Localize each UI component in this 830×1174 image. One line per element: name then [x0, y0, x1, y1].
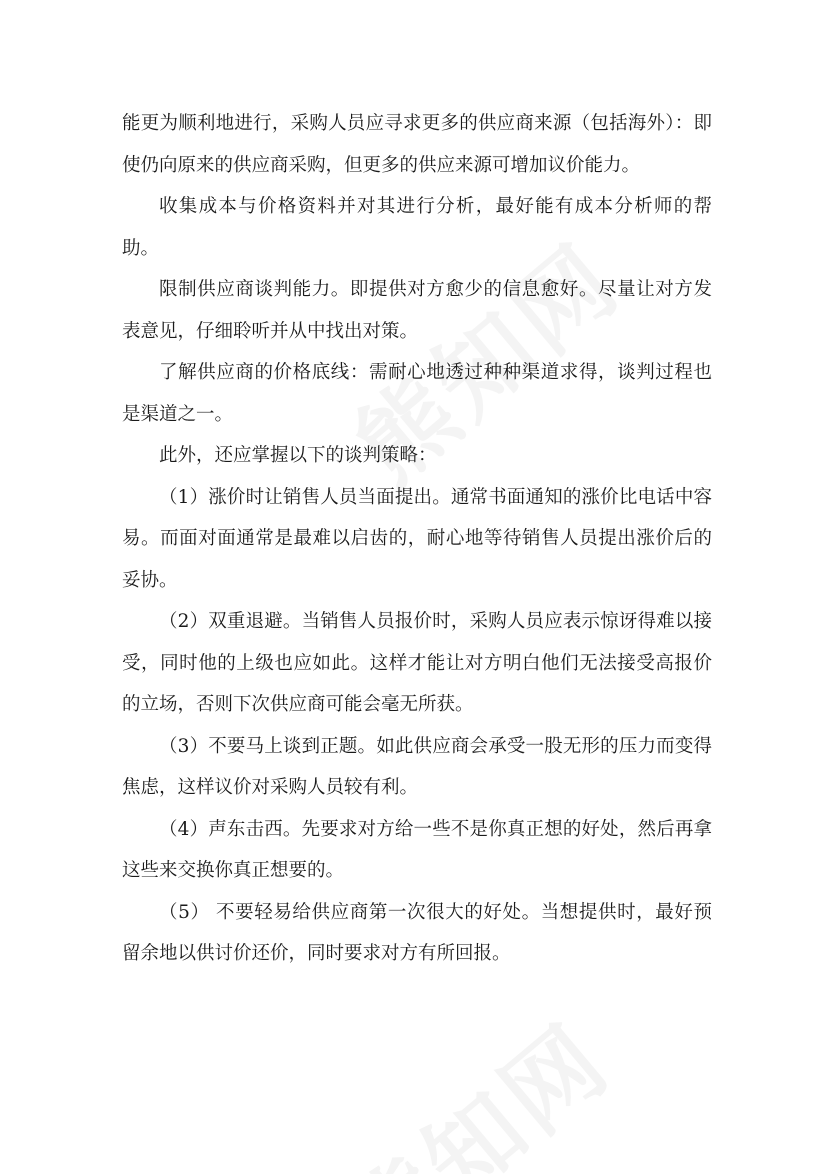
paragraph-strategies-intro: 此外，还应掌握以下的谈判策略：	[159, 445, 437, 466]
paragraph-strategy-5: （5） 不要轻易给供应商第一次很大的好处。当想提供时，最好预留余地以供讨价还价，同时要求对方有所回报。	[122, 901, 712, 964]
paragraph-price-floor: 了解供应商的价格底线：需耐心地透过种种渠道求得，谈判过程也是渠道之一。	[122, 362, 712, 425]
paragraph-strategy-4: （4）声东击西。先要求对方给一些不是你真正想的好处，然后再拿这些来交换你真正想要的。	[122, 818, 712, 881]
paragraph-strategy-2: （2）双重退避。当销售人员报价时，采购人员应表示惊讶得难以接受，同时他的上级也应如此。这样才能让对方明白他们无法接受高报价的立场，否则下次供应商可能会毫无所获。	[122, 611, 712, 715]
watermark	[312, 988, 634, 1174]
paragraph-strategy-1: （1）涨价时让销售人员当面提出。通常书面通知的涨价比电话中容易。而面对面通常是最难以启齿的，耐心地等待销售人员提出涨价后的妥协。	[122, 486, 712, 591]
paragraph-cost-analysis: 收集成本与价格资料并对其进行分析，最好能有成本分析师的帮助。	[122, 196, 712, 259]
paragraph-continuation: 能更为顺利地进行，采购人员应寻求更多的供应商来源（包括海外）：即使仍向原来的供应商采购，但更多的供应来源可增加议价能力。	[122, 113, 712, 176]
document-body	[122, 103, 712, 975]
paragraph-strategy-3: （3）不要马上谈到正题。如此供应商会承受一股无形的压力而变得焦虑，这样议价对采购人员较有利。	[122, 735, 712, 798]
paragraph-limit-supplier: 限制供应商谈判能力。即提供对方愈少的信息愈好。尽量让对方发表意见，仔细聆听并从中找出对策。	[122, 279, 712, 342]
